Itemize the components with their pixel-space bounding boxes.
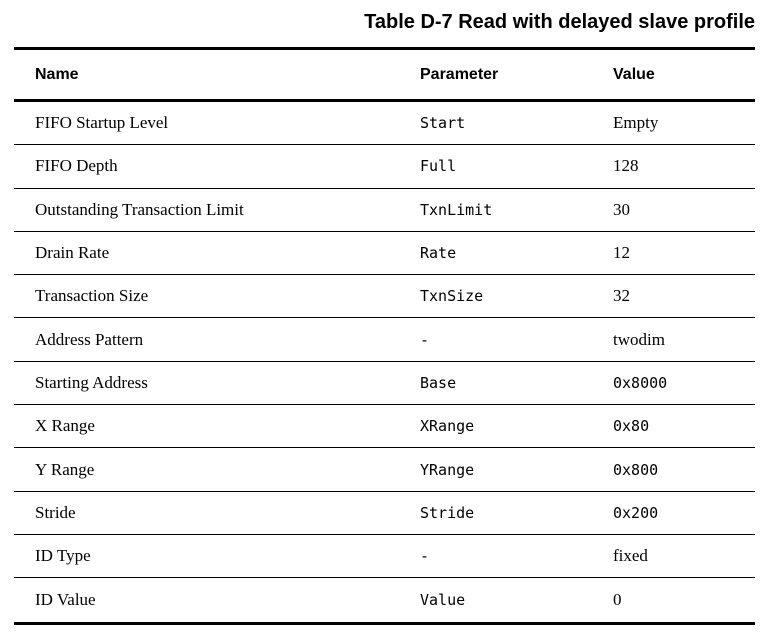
cell-value: 0 — [613, 589, 622, 609]
cell-value: 0x800 — [613, 460, 659, 479]
table-row — [14, 318, 755, 361]
cell-name: Address Pattern — [35, 329, 144, 349]
column-header-parameter: Parameter — [420, 65, 499, 83]
cell-name: Starting Address — [35, 372, 148, 392]
table-caption: Table D-7 Read with delayed slave profile — [364, 11, 755, 33]
cell-value: Empty — [613, 113, 659, 133]
cell-name: Stride — [35, 502, 76, 522]
table-row — [14, 405, 755, 448]
cell-parameter: - — [420, 330, 430, 349]
table-row — [14, 232, 755, 275]
cell-value: 128 — [613, 156, 639, 176]
column-header-value: Value — [613, 65, 655, 83]
table-body — [14, 102, 755, 622]
cell-parameter: XRange — [420, 417, 475, 436]
cell-name: X Range — [35, 416, 95, 436]
cell-parameter: YRange — [420, 460, 475, 479]
cell-parameter: TxnLimit — [420, 200, 493, 219]
cell-parameter: Value — [420, 590, 466, 609]
cell-name: FIFO Startup Level — [35, 113, 169, 133]
cell-parameter: Stride — [420, 503, 475, 522]
cell-name: ID Value — [35, 589, 96, 609]
cell-value: 30 — [613, 199, 630, 219]
table-row — [14, 145, 755, 188]
cell-name: Outstanding Transaction Limit — [35, 199, 244, 219]
table-header-row — [14, 50, 755, 102]
cell-value: 32 — [613, 286, 630, 306]
cell-value: 12 — [613, 243, 630, 263]
table-row — [14, 492, 755, 535]
table-row — [14, 448, 755, 491]
table-row — [14, 362, 755, 405]
cell-parameter: - — [420, 547, 430, 566]
cell-name: ID Type — [35, 546, 91, 566]
table-row — [14, 275, 755, 318]
cell-parameter: Full — [420, 157, 457, 176]
cell-value: 0x8000 — [613, 373, 668, 392]
cell-value: twodim — [613, 329, 665, 349]
table-row — [14, 578, 755, 621]
cell-name: Drain Rate — [35, 243, 110, 263]
profile-table — [14, 47, 755, 625]
cell-parameter: Start — [420, 114, 466, 133]
cell-parameter: Rate — [420, 244, 457, 263]
column-header-name: Name — [35, 65, 79, 83]
cell-name: FIFO Depth — [35, 156, 118, 176]
table-row — [14, 102, 755, 145]
cell-name: Y Range — [35, 459, 95, 479]
cell-parameter: Base — [420, 373, 457, 392]
table-row — [14, 535, 755, 578]
cell-parameter: TxnSize — [420, 287, 484, 306]
table-row — [14, 189, 755, 232]
cell-name: Transaction Size — [35, 286, 149, 306]
cell-value: 0x80 — [613, 417, 650, 436]
cell-value: 0x200 — [613, 503, 659, 522]
cell-value: fixed — [613, 546, 648, 566]
